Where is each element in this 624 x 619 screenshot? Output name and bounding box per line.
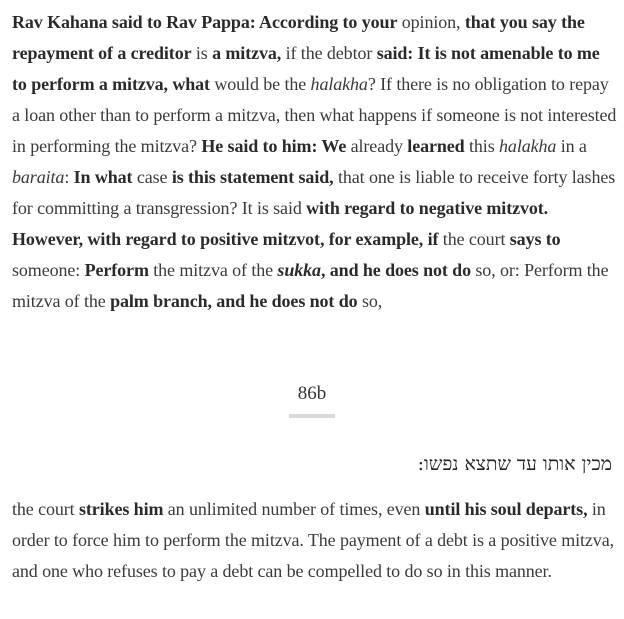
bold-text: that you say the repayment of a creditor [12,12,585,63]
bold-text: In what [73,167,133,187]
bold-text: says to [509,229,561,249]
bold-text: , and he does not do [320,260,471,280]
bold-text: is this statement said, [171,167,334,187]
bold-text: He said to him: We [201,136,347,156]
bold-text: strikes him [78,499,164,519]
bold-text: a mitzva, [212,43,282,63]
plain-text: case [132,167,172,187]
english-paragraph-2 [12,494,618,587]
plain-text: already [346,136,408,156]
bold-text: until his soul departs, [424,499,588,519]
plain-text: an unlimited number of times, even [163,499,425,519]
italic-term: baraita [12,167,65,187]
plain-text: the court [12,499,79,519]
bold-text: palm branch, and he does not do [110,291,358,311]
plain-text: so, [357,291,383,311]
plain-text: is [191,43,213,63]
bold-text: learned [407,136,465,156]
italic-term: halakha [310,74,368,94]
plain-text: ? If there is no obligation to repay a loan other than to perform a mitzva, then what happens if someone is not interested in performing the mitzva? [12,74,617,156]
plain-text: in a [556,136,587,156]
bold-text: with regard to negative mitzvot. However, with regard to positive mitzvot, for example, if [12,198,549,249]
plain-text: so, or: Perform the mitzva of the [12,260,609,311]
plain-text: if the debtor [281,43,377,63]
page-number: 86b [297,383,327,404]
hebrew-mishna-line: מכין אותו עד שתצא נפשו: [417,453,612,475]
bold-text: Perform [84,260,149,280]
plain-text: opinion, [397,12,465,32]
italic-term: halakha [499,136,557,156]
plain-text: that one is liable to receive forty lashes for committing a transgression? It is said [12,167,616,218]
plain-text: would be the [209,74,311,94]
bold-text: said: It is not amenable to me to perform a mitzva, what [12,43,600,94]
page-number-underline [289,414,335,418]
bold-italic-term: sukka [277,260,321,280]
bold-text: Rav Kahana said to Rav Pappa: According to your [12,12,398,32]
plain-text: someone: [12,260,85,280]
plain-text: the mitzva of the [148,260,278,280]
plain-text: : [64,167,74,187]
plain-text: in order to force him to perform the mitzva. The payment of a debt is a positive mitzva, and one who refuses to pay a debt can be compelled to do so in this manner. [12,499,614,581]
plain-text: the court [438,229,510,249]
english-paragraph-1 [12,7,618,317]
plain-text: this [464,136,500,156]
